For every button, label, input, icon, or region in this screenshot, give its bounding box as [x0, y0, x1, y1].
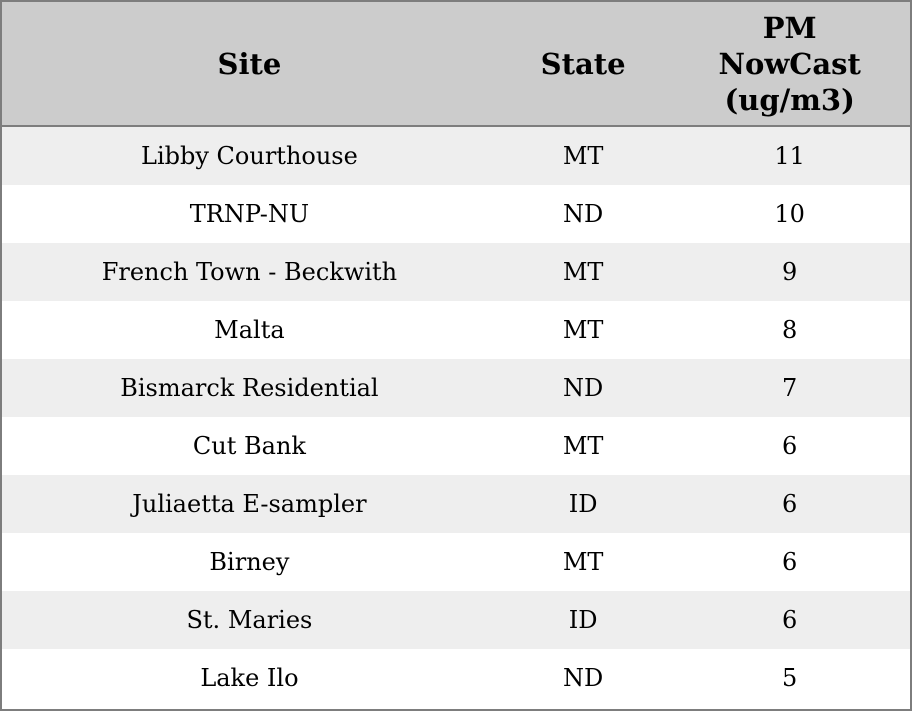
cell-pm-nowcast: 10 [774, 200, 805, 228]
cell-site: TRNP-NU [189, 200, 310, 228]
column-header-state-label: State [540, 46, 626, 81]
table-row [2, 417, 910, 475]
cell-site: Libby Courthouse [141, 142, 358, 170]
cell-pm-nowcast: 7 [782, 374, 798, 402]
cell-state: MT [562, 316, 604, 344]
cell-state: ND [562, 374, 604, 402]
column-header-site [2, 2, 497, 126]
cell-site: Malta [214, 316, 285, 344]
table-row [2, 533, 910, 591]
table-row [2, 243, 910, 301]
cell-pm-nowcast: 8 [782, 316, 798, 344]
table-row [2, 185, 910, 243]
column-header-pm-nowcast-label: PM NowCast (ug/m3) [718, 10, 861, 117]
table-row [2, 359, 910, 417]
cell-site: Birney [209, 548, 290, 576]
cell-state: MT [562, 432, 604, 460]
cell-state: MT [562, 258, 604, 286]
cell-site: Cut Bank [192, 432, 306, 460]
column-header-state [497, 2, 670, 126]
column-header-pm-nowcast [669, 2, 910, 126]
column-header-site-label: Site [217, 46, 282, 81]
cell-state: ND [562, 200, 604, 228]
cell-pm-nowcast: 11 [774, 142, 805, 170]
cell-state: MT [562, 142, 604, 170]
table-row [2, 126, 910, 185]
cell-pm-nowcast: 6 [782, 548, 798, 576]
cell-site: Lake Ilo [200, 664, 299, 692]
table-row [2, 591, 910, 649]
cell-site: Bismarck Residential [120, 374, 379, 402]
table-row [2, 649, 910, 707]
cell-pm-nowcast: 6 [782, 490, 798, 518]
cell-state: MT [562, 548, 604, 576]
cell-pm-nowcast: 9 [782, 258, 798, 286]
cell-pm-nowcast: 6 [782, 606, 798, 634]
cell-site: French Town - Beckwith [101, 258, 398, 286]
cell-pm-nowcast: 6 [782, 432, 798, 460]
table-row [2, 301, 910, 359]
table-row [2, 475, 910, 533]
cell-pm-nowcast: 5 [782, 664, 798, 692]
header-row [2, 2, 910, 126]
cell-state: ID [568, 606, 598, 634]
cell-site: Juliaetta E-sampler [132, 490, 367, 518]
cell-state: ID [568, 490, 598, 518]
cell-site: St. Maries [186, 606, 313, 634]
table-header [2, 2, 910, 126]
cell-state: ND [562, 664, 604, 692]
pm-nowcast-table [2, 2, 910, 707]
table-body [2, 126, 910, 707]
